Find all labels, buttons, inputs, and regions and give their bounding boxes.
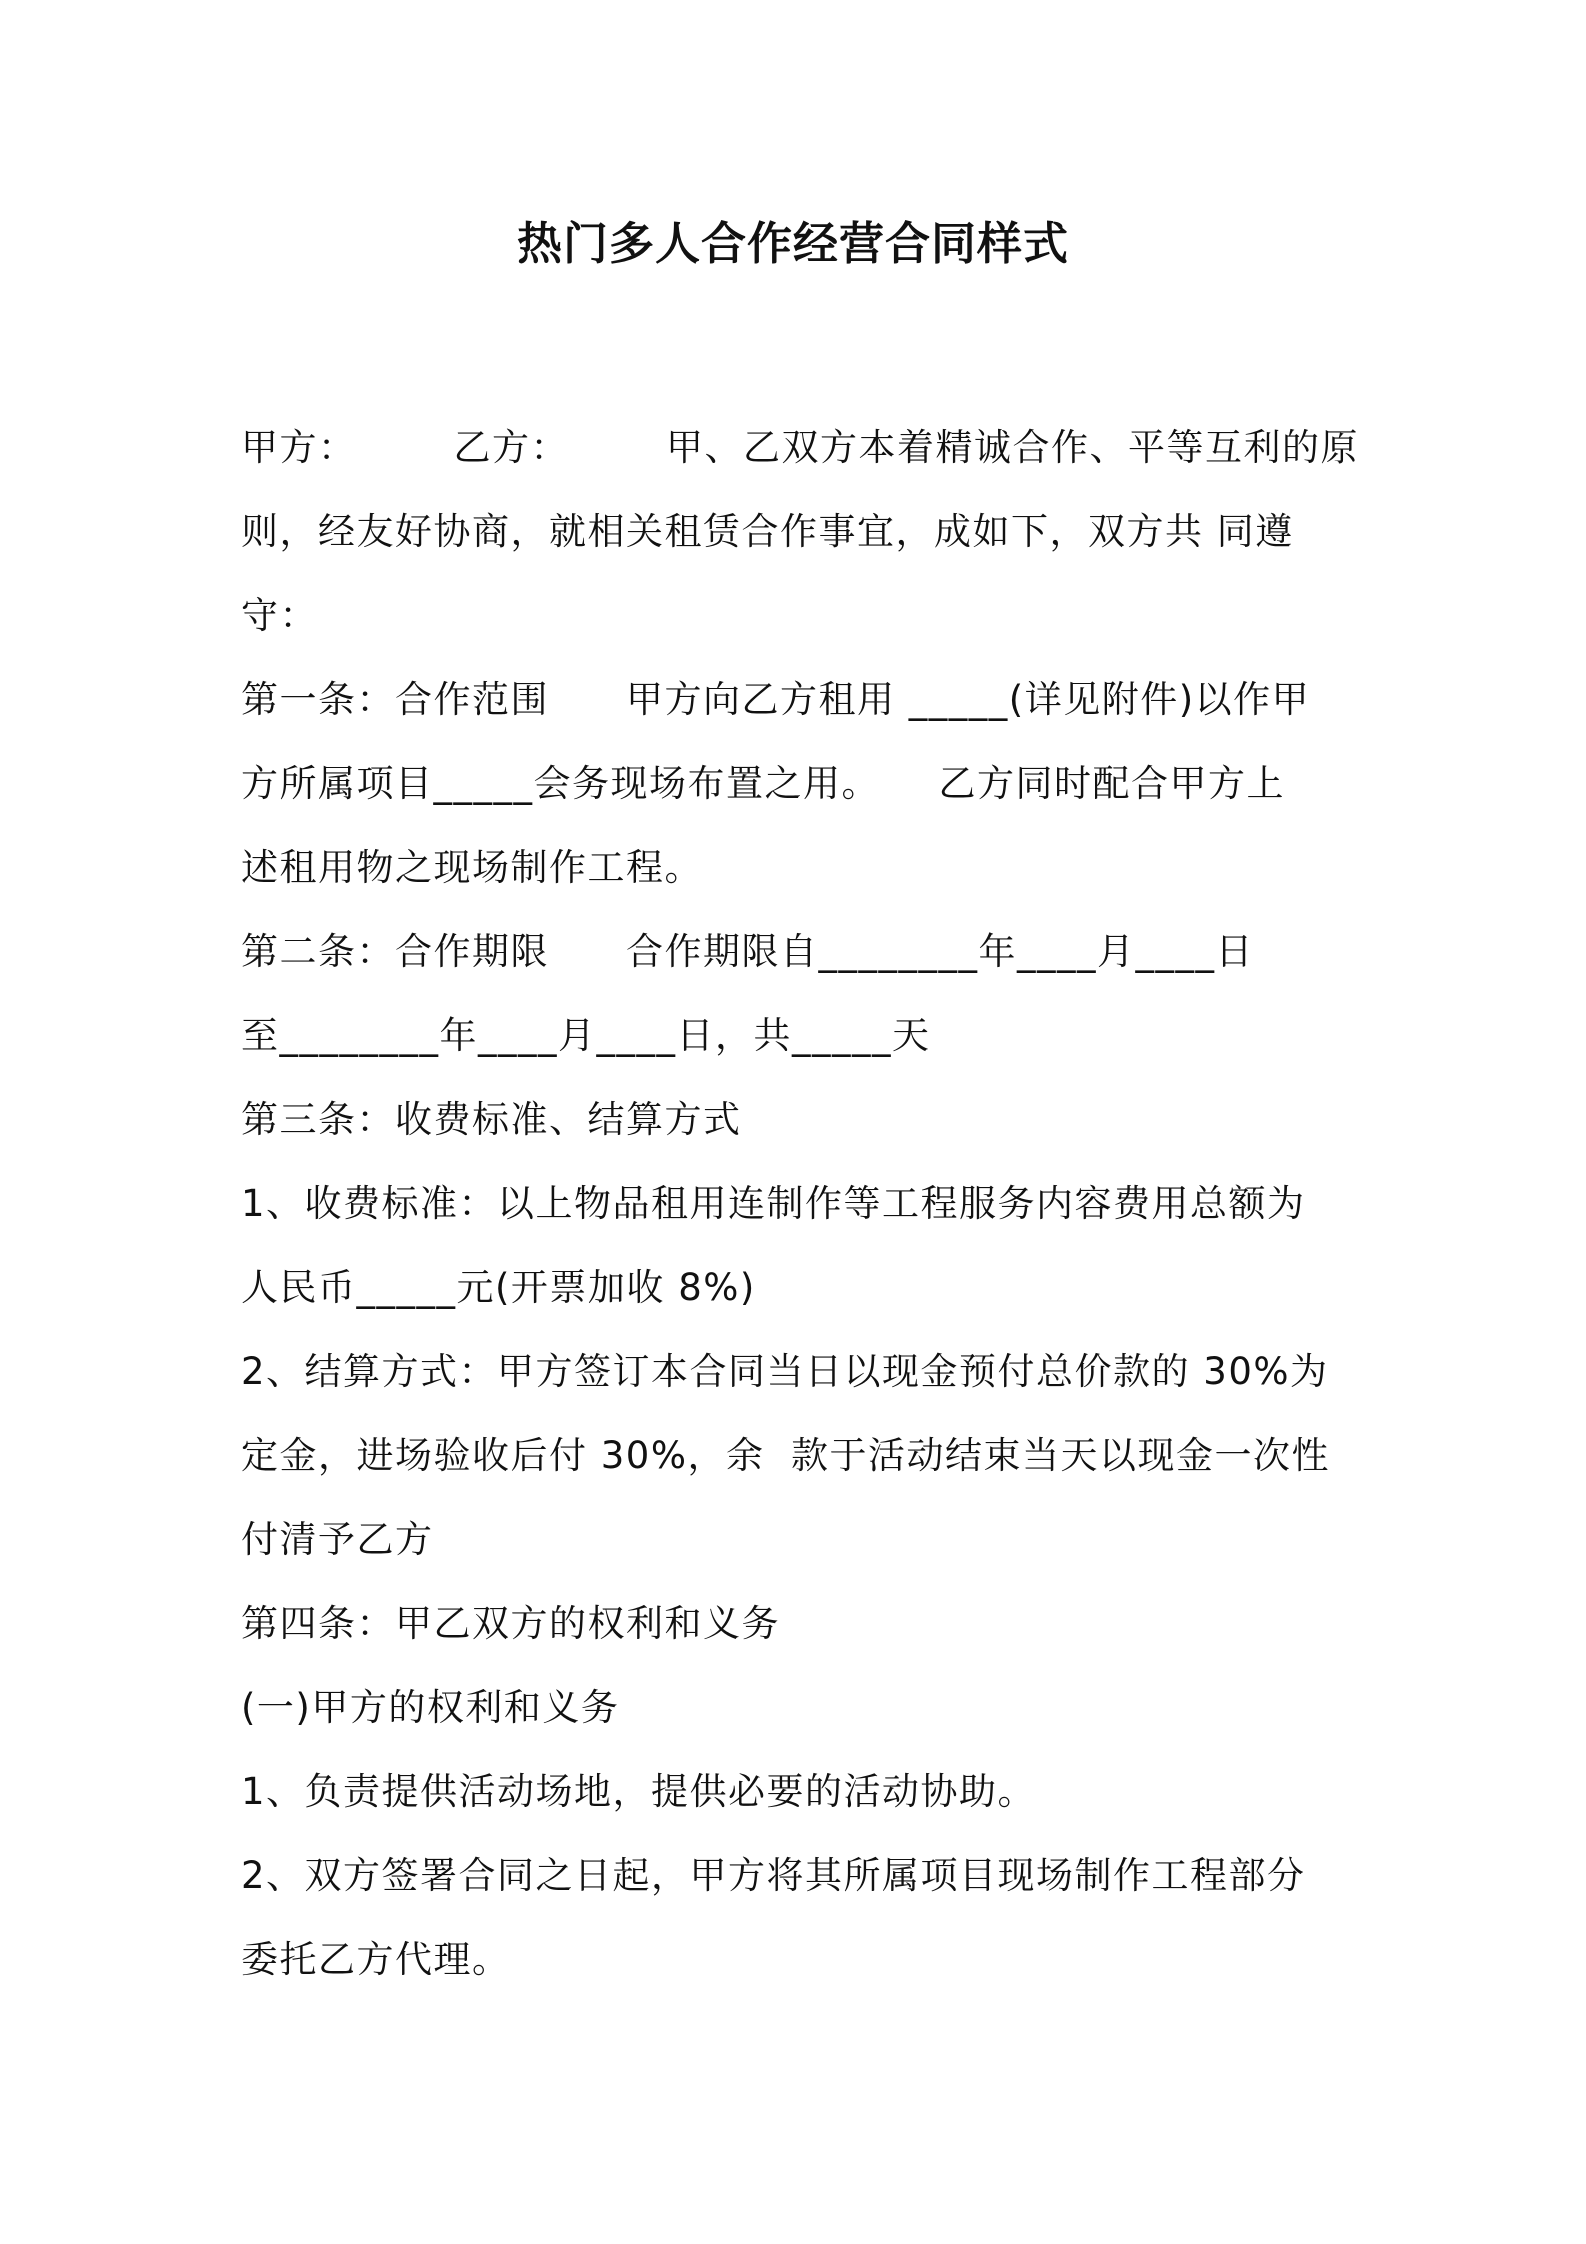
body-line: 委托乙方代理。 (241, 1938, 511, 1981)
body-line: 1、负责提供活动场地，提供必要的活动协助。 (241, 1770, 1037, 1813)
body-line: 则，经友好协商，就相关租赁合作事宜，成如下，双方共 同遵 (241, 510, 1294, 553)
document-title: 热门多人合作经营合同样式 (516, 217, 1069, 270)
body-line: 至________年____月____日，共_____天 (241, 1014, 931, 1057)
body-line: 付清予乙方 (241, 1518, 434, 1561)
body-line: 第三条：收费标准、结算方式 (241, 1098, 742, 1141)
body-line: 方所属项目_____会务现场布置之用。 乙方同时配合甲方上 (241, 762, 1285, 805)
document-body (241, 406, 1359, 2002)
body-line: 第二条：合作期限 合作期限自________年____月____日 (241, 930, 1254, 973)
body-line: (一)甲方的权利和义务 (241, 1686, 620, 1729)
body-line: 第一条：合作范围 甲方向乙方租用 _____(详见附件)以作甲 (241, 678, 1311, 721)
body-line: 守： (241, 594, 318, 637)
body-line: 述租用物之现场制作工程。 (241, 846, 703, 889)
body-line: 定金，进场验收后付 30%，余 款于活动结束当天以现金一次性 (241, 1434, 1331, 1477)
body-line: 1、收费标准：以上物品租用连制作等工程服务内容费用总额为 (241, 1182, 1306, 1225)
body-line: 人民币_____元(开票加收 8%) (241, 1266, 756, 1309)
body-line: 2、结算方式：甲方签订本合同当日以现金预付总价款的 30%为 (241, 1350, 1329, 1393)
body-line: 第四条：甲乙双方的权利和义务 (241, 1602, 780, 1645)
body-line: 甲方： 乙方： 甲、乙双方本着精诚合作、平等互利的原 (241, 426, 1359, 469)
body-line: 2、双方签署合同之日起，甲方将其所属项目现场制作工程部分 (241, 1854, 1306, 1897)
